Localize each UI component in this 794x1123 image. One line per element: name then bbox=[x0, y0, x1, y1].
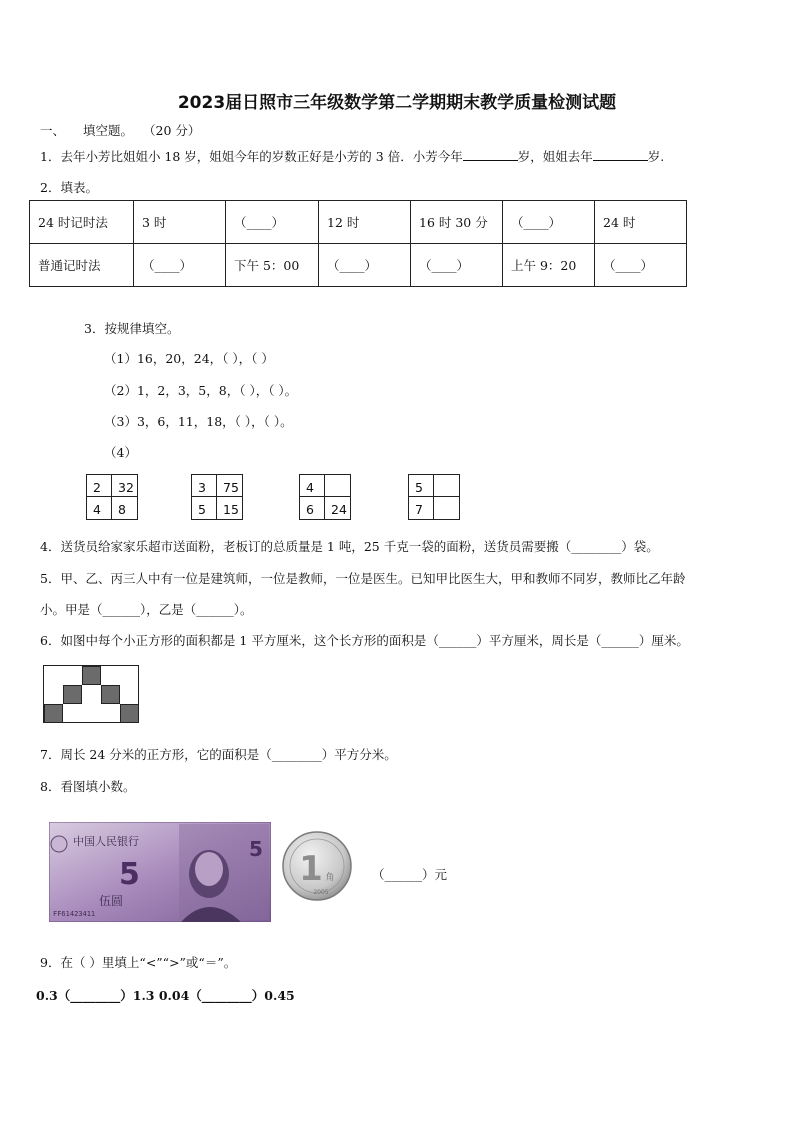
question-4: 4．送货员给家家乐超市送面粉，老板订的总质量是 1 吨，25 千克一袋的面粉，送货员需要搬（________）袋。 bbox=[40, 539, 659, 554]
table-cell: 普通记时法 bbox=[30, 244, 134, 287]
denomination-chinese: 伍圆 bbox=[99, 894, 124, 908]
square-cell: 75 bbox=[217, 475, 242, 497]
square-cell: 4 bbox=[87, 497, 112, 519]
table-cell-blank[interactable]: （____） bbox=[319, 244, 411, 287]
section-name: 填空题。 bbox=[83, 123, 134, 138]
five-yuan-banknote-image bbox=[49, 822, 271, 922]
national-emblem-icon bbox=[51, 836, 67, 852]
section-header bbox=[40, 121, 200, 139]
table-cell-blank[interactable]: （____） bbox=[411, 244, 503, 287]
one-jiao-coin-image bbox=[281, 830, 353, 902]
question-9-label: 9．在（ ）里填上“<”“>”或“＝”。 bbox=[40, 955, 237, 970]
table-cell-blank[interactable]: （____） bbox=[226, 201, 319, 244]
square-cell: 7 bbox=[409, 497, 434, 519]
time-conversion-table bbox=[29, 200, 687, 287]
question-2-label: 2．填表。 bbox=[40, 180, 98, 195]
grid-square bbox=[120, 704, 139, 723]
question-1 bbox=[40, 147, 664, 165]
square-cell-blank[interactable] bbox=[434, 475, 459, 497]
section-number: 一、 bbox=[40, 123, 66, 138]
q3-item-3: （3）3，6，11，18，（ ），（ ）。 bbox=[104, 414, 293, 429]
square-cell: 15 bbox=[223, 502, 239, 517]
page-title: 2023届日照市三年级数学第二学期期末教学质量检测试题 bbox=[177, 93, 617, 113]
table-cell-blank[interactable]: （____） bbox=[595, 244, 687, 287]
number-square-2 bbox=[191, 474, 243, 520]
q1-blank-2[interactable] bbox=[593, 148, 648, 161]
question-3-label: 3．按规律填空。 bbox=[84, 321, 180, 336]
q1-blank-1[interactable] bbox=[463, 148, 518, 161]
coin-year: 2005 bbox=[313, 889, 329, 896]
square-cell: 3 bbox=[192, 475, 217, 497]
q3-item-2: （2）1，2，3，5，8，（ ），（ ）。 bbox=[104, 383, 298, 398]
grid-square bbox=[44, 704, 63, 723]
q1-text-b: 岁，姐姐去年 bbox=[517, 149, 593, 164]
question-6: 6．如图中每个小正方形的面积都是 1 平方厘米，这个长方形的面积是（______）平方厘米，周长是（______）厘米。 bbox=[40, 633, 689, 648]
question-7: 7．周长 24 分米的正方形，它的面积是（________）平方分米。 bbox=[40, 747, 397, 762]
q9-comparisons: 0.3（________）1.3 0.04（________）0.45 bbox=[36, 988, 295, 1003]
bank-name-text: 中国人民银行 bbox=[73, 835, 139, 848]
table-cell-blank[interactable]: （____） bbox=[134, 244, 226, 287]
square-cell: 32 bbox=[112, 475, 137, 497]
table-cell: 3 时 bbox=[134, 201, 226, 244]
square-cell: 8 bbox=[118, 502, 126, 517]
serial-number: FF61423411 bbox=[53, 910, 96, 918]
q1-text-c: 岁. bbox=[647, 149, 665, 164]
square-cell: 24 bbox=[331, 502, 347, 517]
table-cell: 16 时 30 分 bbox=[411, 201, 503, 244]
square-cell-blank[interactable] bbox=[325, 475, 350, 497]
q1-text-a: 1．去年小芳比姐姐小 18 岁，姐姐今年的岁数正好是小芳的 3 倍．小芳今年 bbox=[40, 149, 463, 164]
denomination-numeral: 5 bbox=[119, 857, 140, 892]
table-cell: 24 时记时法 bbox=[30, 201, 134, 244]
number-square-4 bbox=[408, 474, 460, 520]
square-cell: 5 bbox=[192, 497, 217, 519]
coin-unit: 角 bbox=[325, 873, 335, 883]
denomination-numeral-right: 5 bbox=[249, 837, 263, 861]
table-cell-blank[interactable]: （____） bbox=[503, 201, 595, 244]
q8-answer-blank[interactable]: （______）元 bbox=[372, 867, 448, 882]
number-square-1 bbox=[86, 474, 138, 520]
rectangle-grid-figure bbox=[43, 665, 139, 723]
grid-square bbox=[82, 666, 101, 685]
coin-value: 1 bbox=[299, 849, 323, 889]
table-cell: 上午 9：20 bbox=[503, 244, 595, 287]
question-8-label: 8．看图填小数。 bbox=[40, 779, 136, 794]
question-5-line-2: 小。甲是（______），乙是（______）。 bbox=[40, 602, 253, 617]
table-row bbox=[30, 244, 687, 287]
square-cell: 6 bbox=[300, 497, 325, 519]
table-cell: 下午 5：00 bbox=[226, 244, 319, 287]
grid-square bbox=[101, 685, 120, 704]
grid-square bbox=[63, 685, 82, 704]
square-cell: 2 bbox=[87, 475, 112, 497]
table-cell: 12 时 bbox=[319, 201, 411, 244]
question-5-line-1: 5．甲、乙、丙三人中有一位是建筑师，一位是教师，一位是医生。已知甲比医生大，甲和教师不同岁，教师比乙年龄 bbox=[40, 571, 686, 586]
q3-item-4: （4） bbox=[104, 445, 137, 460]
section-score: （20 分） bbox=[143, 123, 201, 138]
table-cell: 24 时 bbox=[595, 201, 687, 244]
square-cell: 4 bbox=[300, 475, 325, 497]
square-cell: 5 bbox=[409, 475, 434, 497]
square-cell-blank[interactable] bbox=[434, 497, 459, 519]
q3-item-1: （1）16，20，24，（ ），（ ） bbox=[104, 351, 274, 366]
number-square-3 bbox=[299, 474, 351, 520]
table-row bbox=[30, 201, 687, 244]
